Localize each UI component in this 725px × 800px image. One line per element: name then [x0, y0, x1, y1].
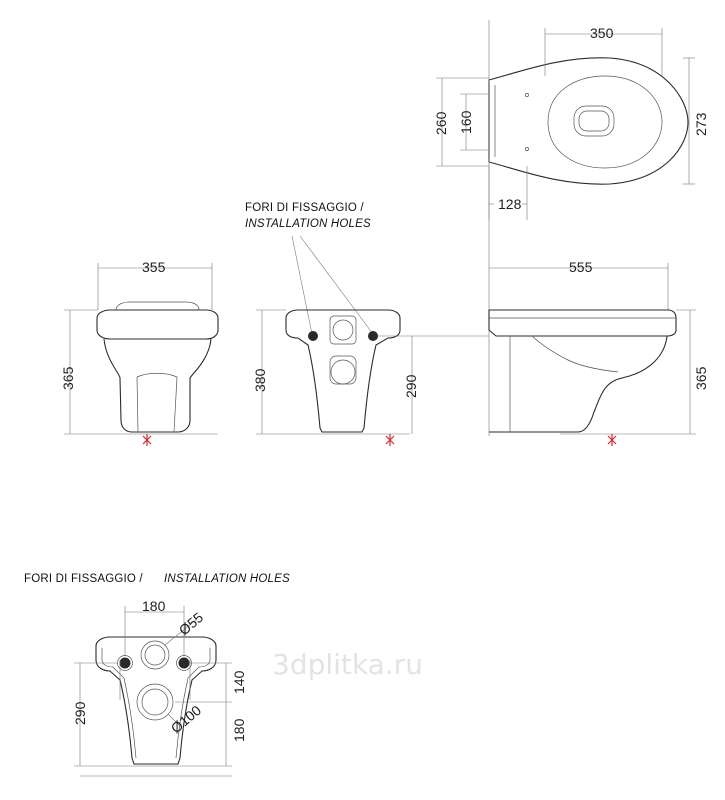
dim-detail-small-diameter: Ø55	[175, 609, 207, 639]
dim-side-height: 365	[693, 366, 709, 390]
dim-front-height: 365	[60, 366, 76, 390]
holes-label-it-upper: FORI DI FISSAGGIO /	[245, 202, 364, 214]
dim-top-offset: 128	[498, 196, 522, 212]
holes-label-it-lower: FORI DI FISSAGGIO /	[24, 573, 143, 585]
dim-front-width: 355	[142, 259, 166, 275]
watermark: 3dplitka.ru	[272, 648, 423, 681]
rear-view	[256, 310, 489, 446]
dim-detail-lower-gap: 180	[231, 718, 247, 742]
top-view	[436, 20, 695, 436]
dim-top-inner: 160	[458, 110, 474, 134]
holes-detail-view	[74, 606, 232, 776]
dim-top-width: 350	[590, 25, 614, 41]
dim-rear-height: 380	[252, 368, 268, 392]
side-view	[489, 263, 696, 446]
dim-top-depth-right: 273	[693, 112, 709, 136]
dim-detail-upper-gap: 140	[231, 670, 247, 694]
front-view	[64, 263, 218, 446]
dim-detail-large-diameter: Ø100	[167, 702, 205, 737]
holes-label-en-lower: INSTALLATION HOLES	[164, 573, 290, 585]
dim-top-depth-left: 260	[433, 111, 449, 135]
holes-leader-lines	[292, 236, 373, 334]
holes-label-en-upper: INSTALLATION HOLES	[245, 218, 371, 230]
dim-detail-height: 290	[72, 701, 88, 725]
dim-rear-holes-height: 290	[403, 374, 419, 398]
dim-detail-hole-spacing: 180	[142, 598, 166, 614]
dim-side-length: 555	[569, 259, 593, 275]
